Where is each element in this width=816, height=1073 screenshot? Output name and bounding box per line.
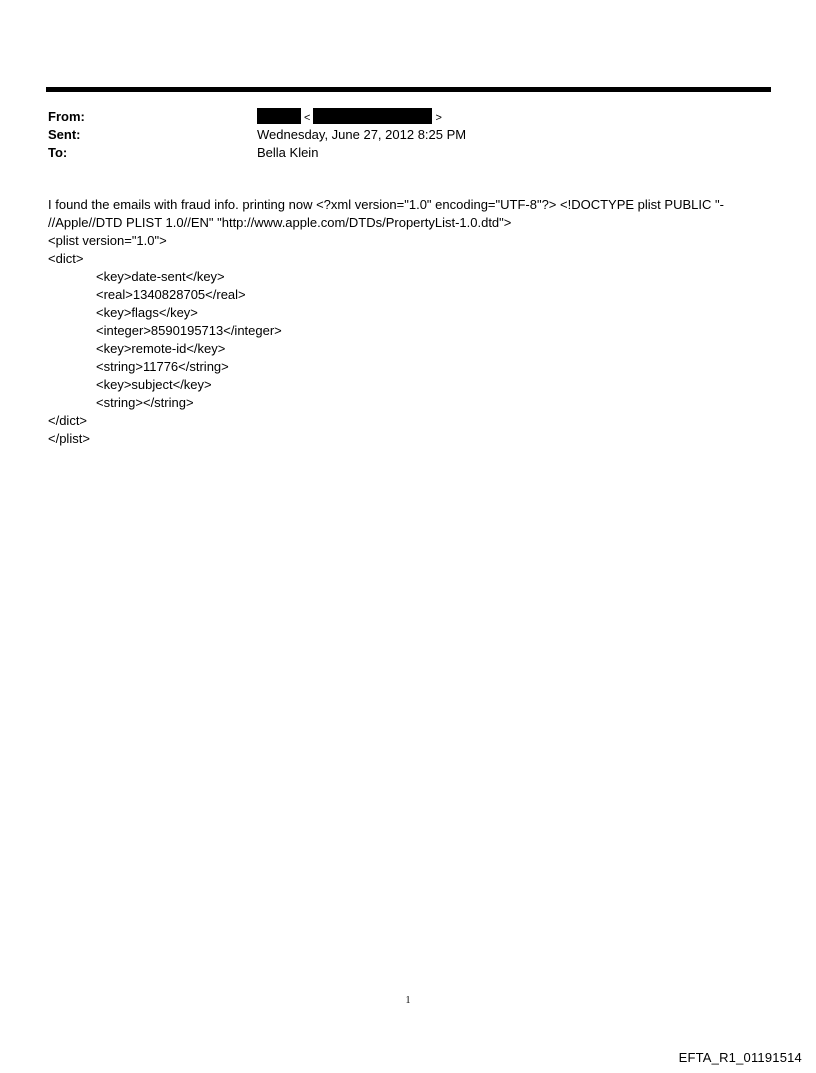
body-line: <real>1340828705</real> bbox=[96, 287, 246, 302]
body-line: //Apple//DTD PLIST 1.0//EN" "http://www.apple.com/DTDs/PropertyList-1.0.dtd"> bbox=[48, 215, 512, 230]
from-label: From: bbox=[48, 109, 85, 124]
to-value: Bella Klein bbox=[257, 145, 319, 160]
body-line: </dict> bbox=[48, 413, 88, 428]
sent-label: Sent: bbox=[48, 127, 81, 142]
body-line: <plist version="1.0"> bbox=[48, 233, 167, 248]
from-row bbox=[48, 108, 768, 126]
body-line: I found the emails with fraud info. printing now <?xml version="1.0" encoding="UTF-8"?> <!DOCTYPE plist PUBLIC "- bbox=[48, 197, 724, 212]
body-line: <dict> bbox=[48, 251, 84, 266]
redacted-sender-name bbox=[257, 108, 301, 124]
body-line: <integer>8590195713</integer> bbox=[96, 323, 282, 338]
body-line: </plist> bbox=[48, 431, 90, 446]
sent-row bbox=[48, 126, 768, 144]
body-line: <key>flags</key> bbox=[96, 305, 198, 320]
header-rule bbox=[46, 87, 771, 92]
page-number: 1 bbox=[405, 995, 411, 1006]
to-row bbox=[48, 144, 768, 162]
document-id: EFTA_R1_01191514 bbox=[678, 1050, 802, 1065]
from-open-bracket: < bbox=[304, 112, 311, 124]
email-body bbox=[48, 196, 768, 448]
email-header bbox=[48, 108, 768, 162]
from-close-bracket: > bbox=[435, 112, 442, 124]
to-label: To: bbox=[48, 145, 68, 160]
sent-value: Wednesday, June 27, 2012 8:25 PM bbox=[257, 127, 467, 142]
body-line: <string>11776</string> bbox=[96, 359, 229, 374]
body-line: <key>remote-id</key> bbox=[96, 341, 226, 356]
body-line: <key>date-sent</key> bbox=[96, 269, 225, 284]
body-line: <string></string> bbox=[96, 395, 194, 410]
body-line: <key>subject</key> bbox=[96, 377, 212, 392]
from-value bbox=[257, 108, 445, 127]
redacted-sender-email bbox=[313, 108, 432, 124]
